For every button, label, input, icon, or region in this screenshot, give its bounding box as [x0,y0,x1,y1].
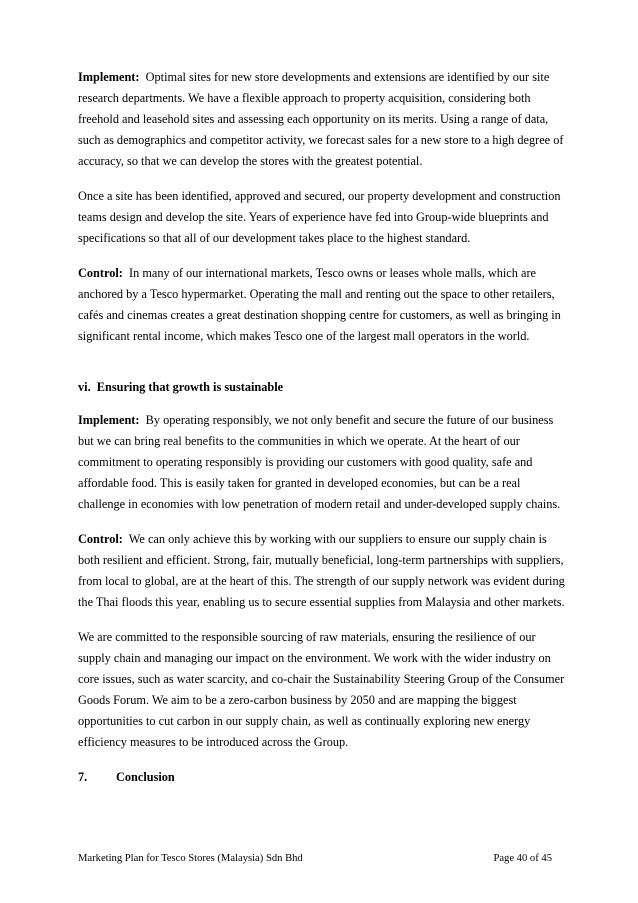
paragraph-control-suppliers [78,529,568,613]
paragraph-text: Once a site has been identified, approved and secured, our property development and construction teams design and develop the site. Years of experience have fed into Group-wide blueprints and specifications so that all of our development takes place to the highest standard. [78,189,561,245]
section-heading-conclusion [78,767,568,788]
footer-page-number: Page 40 of 45 [493,853,552,864]
paragraph-label: Implement: [78,413,140,427]
page-footer [78,853,552,864]
subsection-heading: vi. Ensuring that growth is sustainable [78,380,284,394]
section-title: Conclusion [116,770,175,784]
paragraph-label: Control: [78,532,123,546]
paragraph-implement-responsibly [78,410,568,515]
paragraph-control-malls [78,263,568,347]
section-number: 7. [78,770,88,784]
paragraph-implement-sites [78,67,568,172]
paragraph-responsible-sourcing [78,627,568,753]
paragraph-label: Control: [78,266,123,280]
footer-document-title: Marketing Plan for Tesco Stores (Malaysia) Sdn Bhd [78,853,303,864]
paragraph-site-development [78,186,568,249]
paragraph-text: In many of our international markets, Tesco owns or leases whole malls, which are anchored by a Tesco hypermarket. Operating the mall and renting out the space to other retailers, cafés and cinemas creates a great destination shopping centre for customers, as well as bringing in significant rental income, which makes Tesco one of the largest mall operators in the world. [78,266,561,343]
paragraph-text: We are committed to the responsible sourcing of raw materials, ensuring the resilience of our supply chain and managing our impact on the environment. We work with the wider industry on core issues, such as water scarcity, and co-chair the Sustainability Steering Group of the Consumer Goods Forum. We aim to be a zero-carbon business by 2050 and are mapping the biggest opportunities to cut carbon in our supply chain, as well as continually exploring new energy efficiency measures to be introduced across the Group. [78,630,565,749]
paragraph-text: We can only achieve this by working with our suppliers to ensure our supply chain is both resilient and efficient. Strong, fair, mutually beneficial, long-term partnerships with suppliers, from local to global, are at the heart of this. The strength of our supply network was evident during the Thai floods this year, enabling us to secure essential supplies from Malaysia and other markets. [78,532,565,609]
paragraph-text: Optimal sites for new store developments and extensions are identified by our site research departments. We have a flexible approach to property acquisition, considering both freehold and leasehold sites and assessing each opportunity on its merits. Using a range of data, such as demographics and competitor activity, we forecast sales for a new store to a high degree of accuracy, so that we can develop the stores with the greatest potential. [78,70,564,168]
document-body [78,67,568,788]
paragraph-text: By operating responsibly, we not only benefit and secure the future of our business but we can bring real benefits to the communities in which we operate. At the heart of our commitment to operating responsibly is providing our customers with good quality, safe and affordable food. This is easily taken for granted in developed economies, but can be a real challenge in economies with low penetration of modern retail and under-developed supply chains. [78,413,561,511]
paragraph-label: Implement: [78,70,140,84]
